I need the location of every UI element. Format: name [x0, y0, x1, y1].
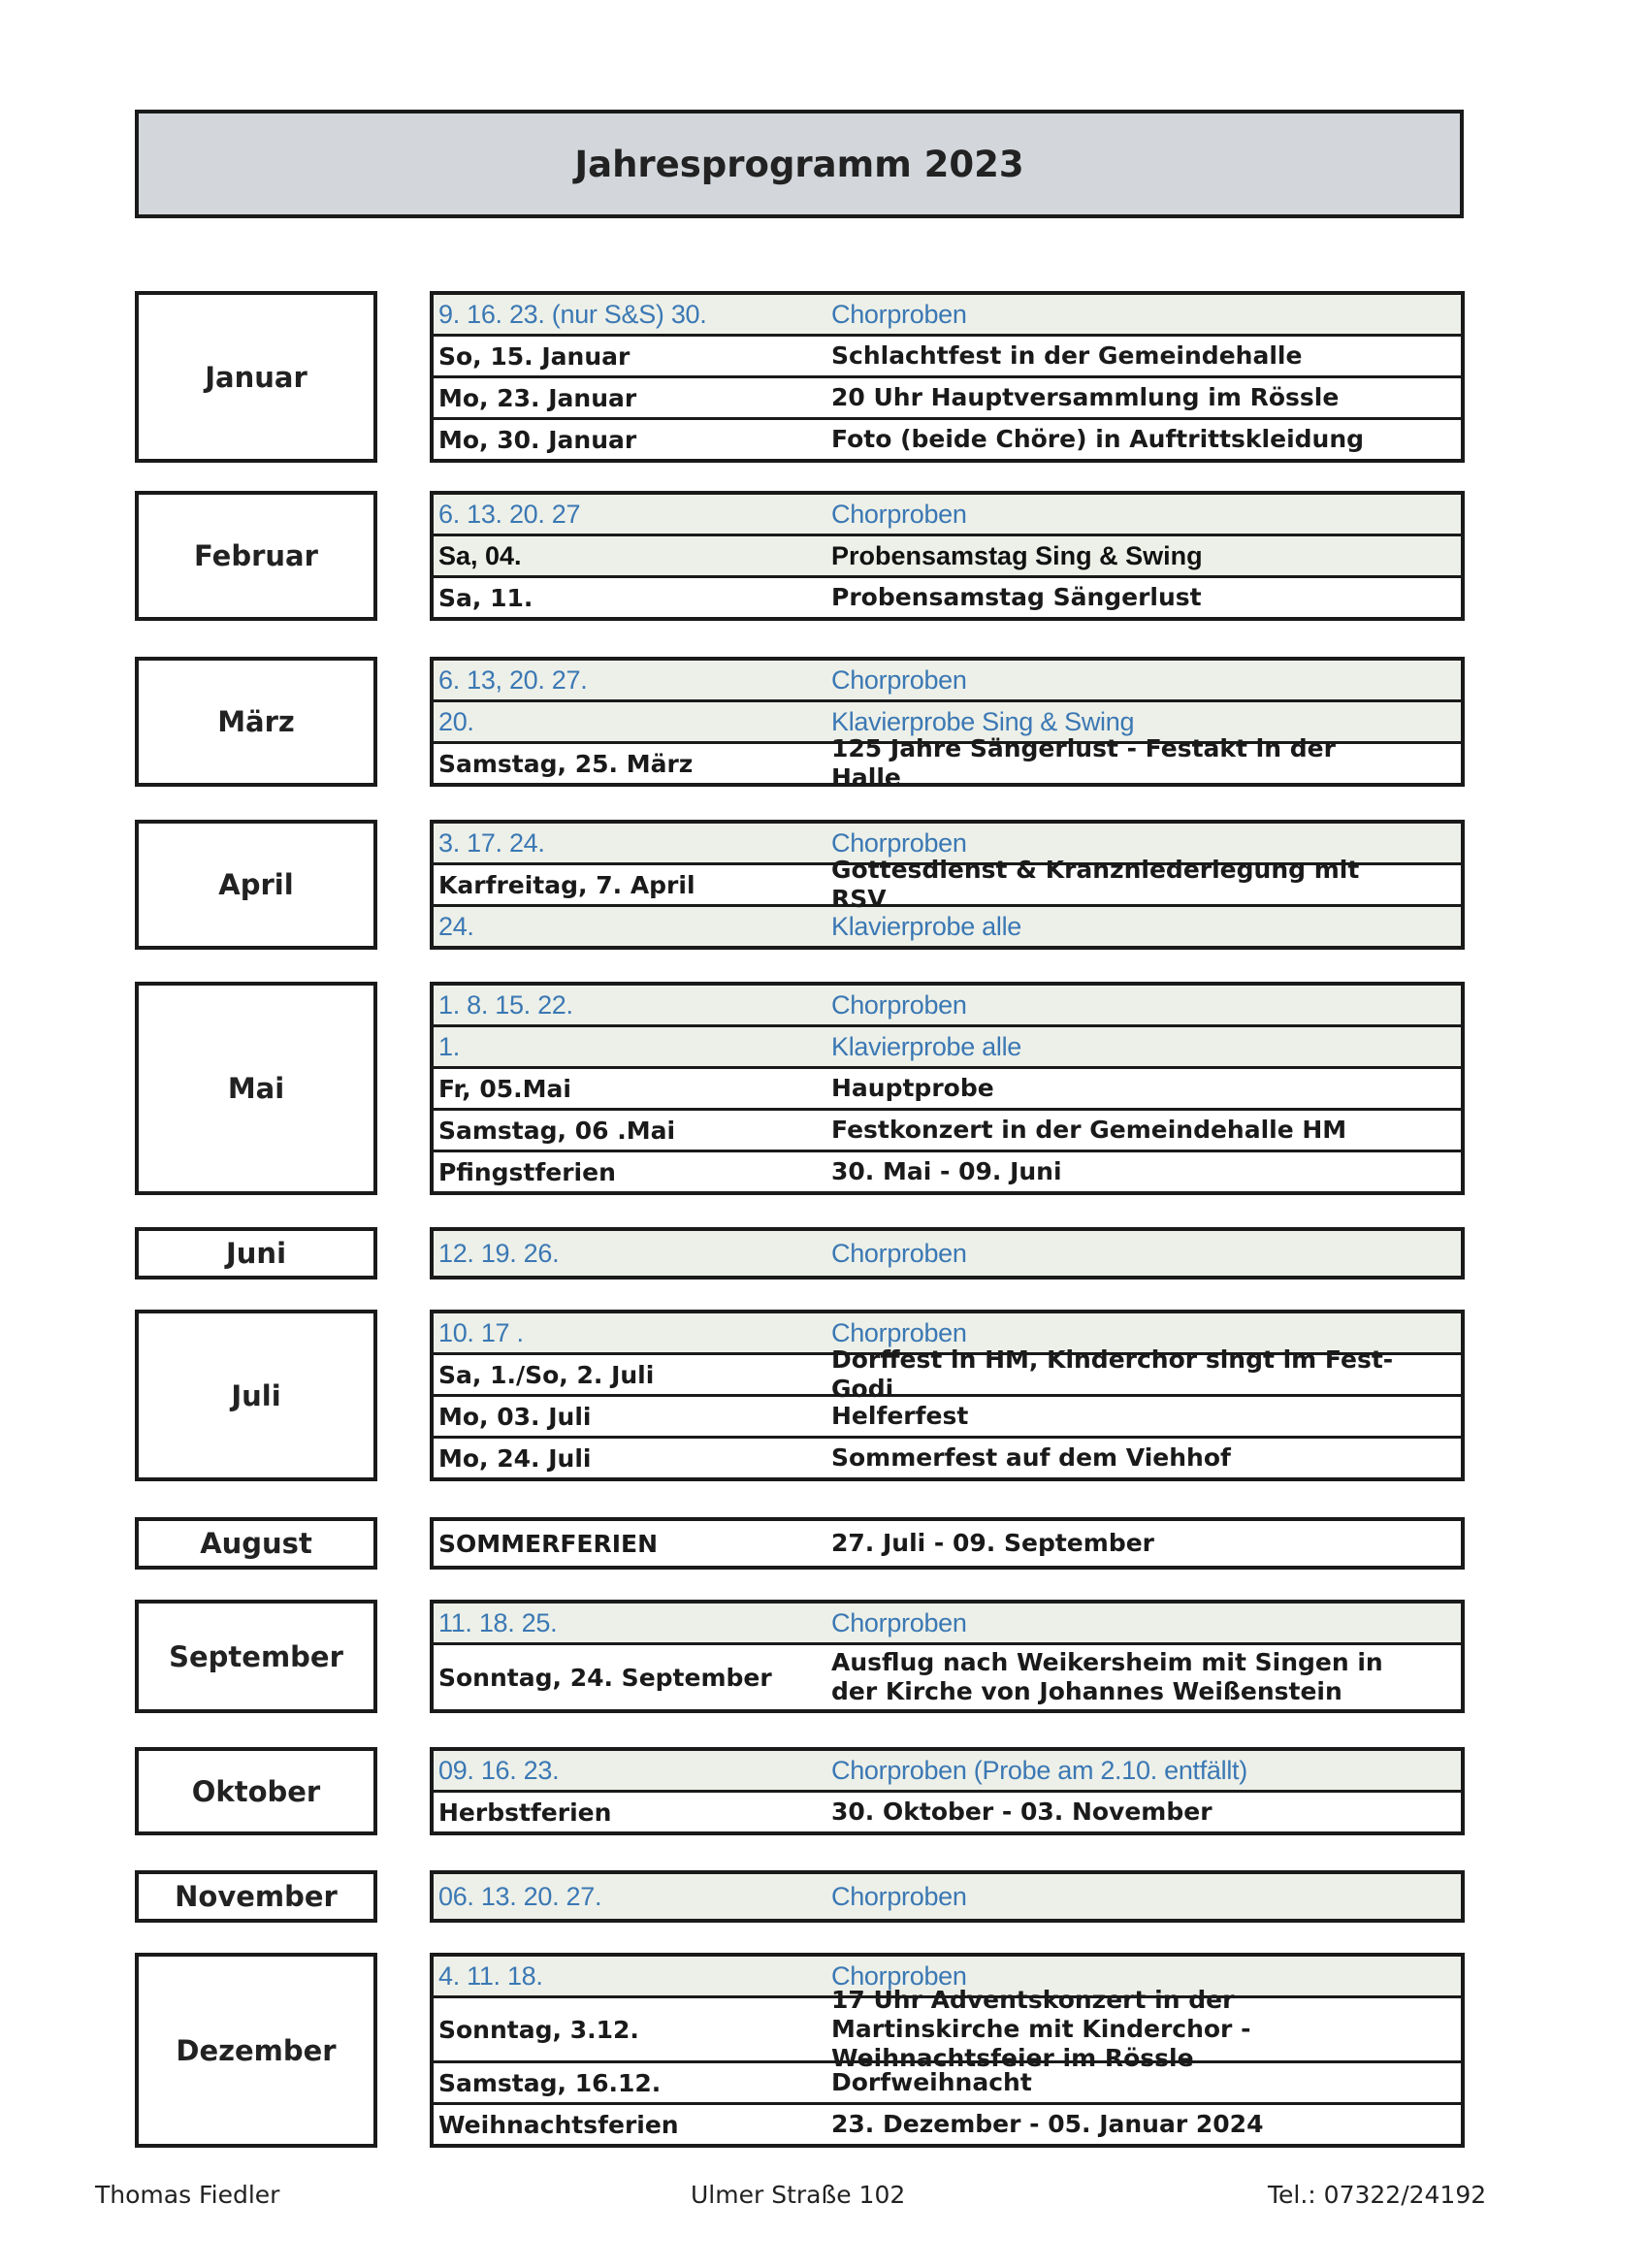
event-date: Sa, 04. — [438, 540, 522, 570]
event-row — [434, 986, 1461, 1024]
event-date: Mo, 23. Januar — [438, 383, 637, 412]
event-description: Helferfest — [831, 1402, 969, 1430]
event-date: 20. — [438, 706, 474, 736]
event-date: Samstag, 06 .Mai — [438, 1116, 676, 1145]
event-description: 20 Uhr Hauptversammlung im Rössle — [831, 383, 1340, 411]
event-description: Chorproben — [831, 299, 967, 329]
footer-address: Ulmer Straße 102 — [691, 2181, 906, 2209]
event-description: Chorproben — [831, 1881, 967, 1911]
month-label: Februar — [135, 491, 377, 621]
event-date: Sa, 11. — [438, 583, 534, 612]
event-row — [434, 1642, 1461, 1709]
event-date: Mo, 30. Januar — [438, 425, 637, 454]
event-row — [434, 575, 1461, 617]
event-row — [434, 1751, 1461, 1790]
event-date: Pfingstferien — [438, 1157, 616, 1186]
event-description: 30. Mai - 09. Juni — [831, 1157, 1062, 1185]
event-description: 125 Jahre Sängerlust - Festakt in der Halle — [831, 734, 1336, 792]
event-description: Sommerfest auf dem Viehhof — [831, 1443, 1231, 1472]
event-row — [434, 534, 1461, 575]
month-label: Juli — [135, 1310, 377, 1481]
event-table — [430, 291, 1465, 463]
event-date: Karfreitag, 7. April — [438, 870, 695, 899]
event-description: 27. Juli - 09. September — [831, 1529, 1154, 1557]
event-date: 9. 16. 23. (nur S&S) 30. — [438, 299, 707, 329]
event-description: 17 Uhr Adventskonzert in der Martinskirche mit Kinderchor - Weihnachtsfeier im Rössle — [831, 1986, 1251, 2072]
event-description: Festkonzert in der Gemeindehalle HM — [831, 1116, 1347, 1144]
event-description: Chorproben — [831, 664, 967, 695]
event-row — [434, 2102, 1461, 2144]
event-table — [430, 657, 1465, 792]
event-description: Chorproben — [831, 1238, 967, 1268]
event-row — [434, 375, 1461, 417]
event-row — [434, 1024, 1461, 1066]
event-row — [434, 856, 1461, 913]
event-description: Dorffest in HM, Kinderchor singt im Fest-Godi — [831, 1345, 1394, 1403]
event-row — [434, 1066, 1461, 1108]
event-table — [430, 1310, 1465, 1481]
event-description: Chorproben — [831, 1317, 967, 1347]
event-date: 1. — [438, 1031, 460, 1061]
event-date: Samstag, 16.12. — [438, 2068, 662, 2097]
event-description: Hauptprobe — [831, 1074, 994, 1102]
event-row — [434, 1521, 1461, 1566]
event-description: Schlachtfest in der Gemeindehalle — [831, 341, 1303, 370]
event-row — [434, 904, 1461, 946]
event-date: So, 15. Januar — [438, 341, 630, 371]
page-title: Jahresprogramm 2023 — [135, 110, 1464, 218]
event-date: 24. — [438, 911, 474, 941]
event-row — [434, 1108, 1461, 1150]
event-table — [430, 1517, 1465, 1570]
event-description: Klavierprobe alle — [831, 1031, 1022, 1061]
event-description: Dorfweihnacht — [831, 2068, 1032, 2096]
event-description: 23. Dezember - 05. Januar 2024 — [831, 2110, 1264, 2138]
event-date: 4. 11. 18. — [438, 1960, 543, 1991]
month-label: August — [135, 1517, 377, 1570]
event-description: Probensamstag Sängerlust — [831, 583, 1202, 611]
event-date: 1. 8. 15. 22. — [438, 989, 573, 1020]
event-description: Chorproben — [831, 989, 967, 1020]
month-label: Mai — [135, 982, 377, 1195]
event-row — [434, 295, 1461, 334]
event-row — [434, 1790, 1461, 1831]
event-description: Chorproben — [831, 1607, 967, 1637]
event-table — [430, 1870, 1465, 1923]
month-label: April — [135, 820, 377, 950]
event-description: Chorproben — [831, 827, 967, 858]
event-date: Sa, 1./So, 2. Juli — [438, 1360, 655, 1389]
event-date: Sonntag, 24. September — [438, 1663, 772, 1692]
event-row — [434, 734, 1461, 792]
event-date: 6. 13. 20. 27 — [438, 499, 581, 529]
event-date: Herbstferien — [438, 1798, 612, 1827]
event-row — [434, 1604, 1461, 1642]
event-row — [434, 1231, 1461, 1276]
event-row — [434, 495, 1461, 534]
event-description: Chorproben — [831, 499, 967, 529]
event-description: Probensamstag Sing & Swing — [831, 540, 1203, 570]
event-date: Samstag, 25. März — [438, 749, 694, 778]
month-label: September — [135, 1600, 377, 1713]
event-table — [430, 1953, 1465, 2148]
event-row — [434, 661, 1461, 699]
event-date: 10. 17 . — [438, 1317, 524, 1347]
event-description: Gottesdienst & Kranzniederlegung mit RSV — [831, 856, 1360, 913]
event-date: 06. 13. 20. 27. — [438, 1881, 602, 1911]
month-label: Januar — [135, 291, 377, 463]
event-description: 30. Oktober - 03. November — [831, 1798, 1212, 1826]
event-date: Mo, 24. Juli — [438, 1443, 592, 1473]
month-label: Dezember — [135, 1953, 377, 2148]
event-row — [434, 1150, 1461, 1191]
event-row — [434, 1874, 1461, 1919]
event-description: Foto (beide Chöre) in Auftrittskleidung — [831, 425, 1365, 453]
event-table — [430, 491, 1465, 621]
month-label: März — [135, 657, 377, 787]
footer-name: Thomas Fiedler — [95, 2181, 280, 2209]
event-description: Klavierprobe Sing & Swing — [831, 706, 1135, 736]
event-date: Mo, 03. Juli — [438, 1402, 592, 1431]
event-date: Fr, 05.Mai — [438, 1074, 571, 1103]
footer-phone: Tel.: 07322/24192 — [1268, 2181, 1487, 2209]
event-table — [430, 982, 1465, 1195]
month-label: November — [135, 1870, 377, 1923]
month-label: Juni — [135, 1227, 377, 1280]
month-label: Oktober — [135, 1747, 377, 1835]
event-table — [430, 820, 1465, 950]
event-row — [434, 334, 1461, 375]
event-table — [430, 1227, 1465, 1280]
event-date: 3. 17. 24. — [438, 827, 545, 858]
event-table — [430, 1747, 1465, 1835]
event-row — [434, 417, 1461, 459]
event-description: Ausflug nach Weikersheim mit Singen in der Kirche von Johannes Weißenstein — [831, 1648, 1383, 1705]
event-date: Sonntag, 3.12. — [438, 2015, 639, 2044]
event-date: 09. 16. 23. — [438, 1755, 560, 1785]
event-date: 6. 13, 20. 27. — [438, 664, 588, 695]
event-row — [434, 1345, 1461, 1403]
event-table — [430, 1600, 1465, 1713]
event-date: 12. 19. 26. — [438, 1238, 560, 1268]
event-description: Chorproben (Probe am 2.10. entfällt) — [831, 1755, 1247, 1785]
event-date: Weihnachtsferien — [438, 2110, 679, 2139]
event-row — [434, 1436, 1461, 1477]
event-date: 11. 18. 25. — [438, 1607, 558, 1637]
event-row — [434, 1986, 1461, 2072]
event-date: SOMMERFERIEN — [438, 1529, 659, 1558]
event-description: Klavierprobe alle — [831, 911, 1022, 941]
event-description: Chorproben — [831, 1960, 967, 1991]
